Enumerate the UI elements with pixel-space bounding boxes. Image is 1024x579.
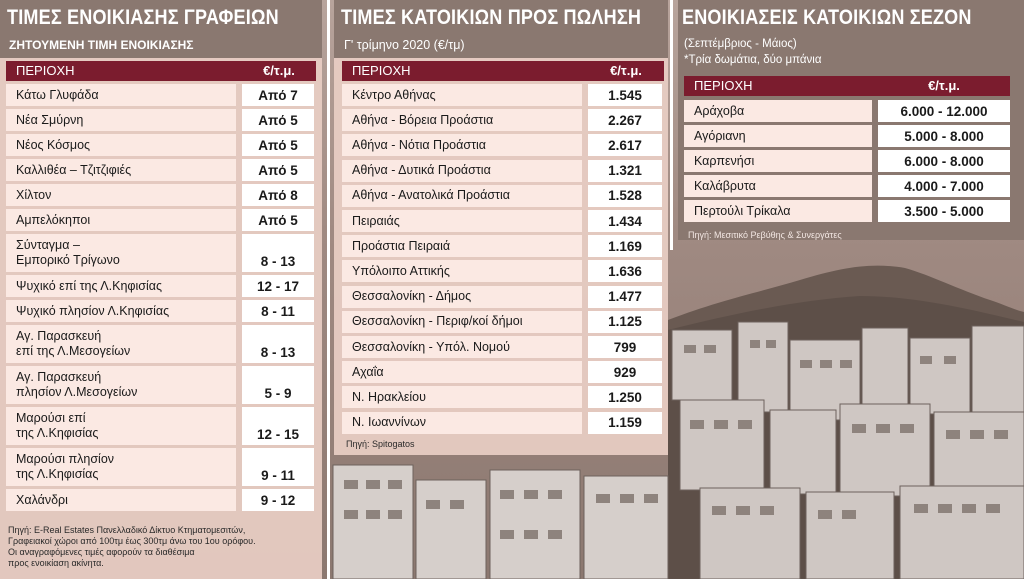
seasonal-row <box>684 100 1010 122</box>
sales-value-cell: 2.267 <box>588 109 662 131</box>
seasonal-value-cell: 6.000 - 12.000 <box>878 100 1010 122</box>
office-area-cell: Αγ. Παρασκευή πλησίον Λ.Μεσογείων <box>6 366 236 404</box>
sales-value-cell: 929 <box>588 361 662 383</box>
seasonal-area-cell: Καρπενήσι <box>684 150 872 172</box>
office-area-cell: Ψυχικό πλησίον Λ.Κηφισίας <box>6 300 236 322</box>
sales-row <box>342 311 662 333</box>
office-row <box>6 275 314 297</box>
seasonal-rent-panel <box>678 0 1024 240</box>
sales-area-cell: Προάστια Πειραιά <box>342 235 582 257</box>
sales-row <box>342 260 662 282</box>
sales-row <box>342 210 662 232</box>
office-area-cell: Νέος Κόσμος <box>6 134 236 156</box>
office-area-cell: Χίλτον <box>6 184 236 206</box>
home-sale-panel <box>334 0 668 455</box>
office-row <box>6 448 314 486</box>
sales-value-cell: 1.125 <box>588 311 662 333</box>
sales-row <box>342 160 662 182</box>
office-area-cell: Σύνταγμα – Εμπορικό Τρίγωνο <box>6 234 236 272</box>
seasonal-col-area: ΠΕΡΙΟΧΗ <box>694 78 753 93</box>
sales-col-area: ΠΕΡΙΟΧΗ <box>352 63 411 78</box>
office-row <box>6 184 314 206</box>
sales-row <box>342 336 662 358</box>
office-value-cell: Από 5 <box>242 134 314 156</box>
sales-source-note: Πηγή: Spitogatos <box>346 439 415 449</box>
office-row <box>6 407 314 445</box>
office-value-cell: Από 5 <box>242 209 314 231</box>
office-row <box>6 209 314 231</box>
sales-value-cell: 1.169 <box>588 235 662 257</box>
office-value-cell: 8 - 13 <box>242 325 314 363</box>
sales-row <box>342 134 662 156</box>
office-row <box>6 366 314 404</box>
sales-area-cell: Αθήνα - Νότια Προάστια <box>342 134 582 156</box>
sales-row <box>342 386 662 408</box>
sales-area-cell: Αθήνα - Δυτικά Προάστια <box>342 160 582 182</box>
sales-area-cell: Θεσσαλονίκη - Υπόλ. Νομού <box>342 336 582 358</box>
sales-row <box>342 235 662 257</box>
office-value-cell: 8 - 13 <box>242 234 314 272</box>
seasonal-area-cell: Περτούλι Τρίκαλα <box>684 200 872 222</box>
seasonal-title: ΕΝΟΙΚΙΑΣΕΙΣ ΚΑΤΟΙΚΙΩΝ ΣΕΖΟΝ <box>682 6 972 29</box>
office-value-cell: Από 7 <box>242 84 314 106</box>
sales-area-cell: Αχαΐα <box>342 361 582 383</box>
office-table-header <box>6 61 316 81</box>
sales-area-cell: Αθήνα - Βόρεια Προάστια <box>342 109 582 131</box>
seasonal-area-cell: Αράχοβα <box>684 100 872 122</box>
divider-right <box>670 0 673 250</box>
sales-area-cell: Πειραιάς <box>342 210 582 232</box>
office-row <box>6 234 314 272</box>
seasonal-col-value: €/τ.μ. <box>928 78 960 93</box>
office-area-cell: Καλλιθέα – Τζιτζιφιές <box>6 159 236 181</box>
office-value-cell: Από 5 <box>242 159 314 181</box>
sales-area-cell: Υπόλοιπο Αττικής <box>342 260 582 282</box>
office-title: ΤΙΜΕΣ ΕΝΟΙΚΙΑΣΗΣ ΓΡΑΦΕΙΩΝ <box>7 6 279 29</box>
seasonal-value-cell: 6.000 - 8.000 <box>878 150 1010 172</box>
sales-area-cell: Αθήνα - Ανατολικά Προάστια <box>342 185 582 207</box>
office-col-area: ΠΕΡΙΟΧΗ <box>16 63 75 78</box>
seasonal-subtitle-months: (Σεπτέμβριος - Μάιος) <box>684 38 797 50</box>
seasonal-value-cell: 3.500 - 5.000 <box>878 200 1010 222</box>
seasonal-value-cell: 4.000 - 7.000 <box>878 175 1010 197</box>
sales-value-cell: 1.159 <box>588 412 662 434</box>
sales-title: ΤΙΜΕΣ ΚΑΤΟΙΚΙΩΝ ΠΡΟΣ ΠΩΛΗΣΗ <box>341 6 642 29</box>
sales-row <box>342 84 662 106</box>
office-area-cell: Μαρούσι επί της Λ.Κηφισίας <box>6 407 236 445</box>
sales-area-cell: Θεσσαλονίκη - Δήμος <box>342 286 582 308</box>
office-area-cell: Αμπελόκηποι <box>6 209 236 231</box>
office-row <box>6 159 314 181</box>
sales-row <box>342 361 662 383</box>
seasonal-source-note: Πηγή: Μεσιτικό Ρεβύθης & Συνεργάτες <box>688 230 842 240</box>
sales-value-cell: 1.528 <box>588 185 662 207</box>
sales-row <box>342 109 662 131</box>
sales-row <box>342 412 662 434</box>
sales-value-cell: 799 <box>588 336 662 358</box>
sales-area-cell: Ν. Ιωαννίνων <box>342 412 582 434</box>
office-area-cell: Κάτω Γλυφάδα <box>6 84 236 106</box>
sales-value-cell: 2.617 <box>588 134 662 156</box>
sales-table-header <box>342 61 664 81</box>
sales-value-cell: 1.545 <box>588 84 662 106</box>
sales-row <box>342 286 662 308</box>
sales-row <box>342 185 662 207</box>
seasonal-area-cell: Καλάβρυτα <box>684 175 872 197</box>
office-value-cell: 8 - 11 <box>242 300 314 322</box>
office-value-cell: 5 - 9 <box>242 366 314 404</box>
divider-left <box>327 0 330 579</box>
office-row <box>6 300 314 322</box>
office-subtitle: ΖΗΤΟΥΜΕΝΗ ΤΙΜΗ ΕΝΟΙΚΙΑΣΗΣ <box>9 38 194 52</box>
sales-area-cell: Κέντρο Αθήνας <box>342 84 582 106</box>
office-source-note: Πηγή: E-Real Estates Πανελλαδικό Δίκτυο Κτηματομεσιτών, Γραφειακοί χώροι από 100τμ έως 300τμ άνω του 1ου ορόφου. Οι αναγραφόμενες τιμές αφορούν τα διαθέσιμα προς ενοικίαση ακίνητα. <box>8 525 256 568</box>
office-rent-panel <box>0 0 322 579</box>
sales-value-cell: 1.636 <box>588 260 662 282</box>
office-row <box>6 325 314 363</box>
office-row <box>6 134 314 156</box>
office-value-cell: Από 8 <box>242 184 314 206</box>
office-value-cell: 9 - 11 <box>242 448 314 486</box>
seasonal-table-header <box>684 76 1010 96</box>
sales-value-cell: 1.477 <box>588 286 662 308</box>
sales-col-value: €/τ.μ. <box>610 63 642 78</box>
seasonal-row <box>684 200 1010 222</box>
seasonal-row <box>684 125 1010 147</box>
office-area-cell: Ψυχικό επί της Λ.Κηφισίας <box>6 275 236 297</box>
sales-area-cell: Θεσσαλονίκη - Περιφ/κοί δήμοι <box>342 311 582 333</box>
office-row <box>6 84 314 106</box>
office-area-cell: Αγ. Παρασκευή επί της Λ.Μεσογείων <box>6 325 236 363</box>
office-value-cell: 12 - 15 <box>242 407 314 445</box>
office-row <box>6 489 314 511</box>
office-col-value: €/τ.μ. <box>263 63 295 78</box>
seasonal-area-cell: Αγόριανη <box>684 125 872 147</box>
sales-value-cell: 1.434 <box>588 210 662 232</box>
sales-subtitle: Γ' τρίμηνο 2020 (€/τμ) <box>344 38 465 52</box>
office-area-cell: Νέα Σμύρνη <box>6 109 236 131</box>
seasonal-row <box>684 175 1010 197</box>
office-area-cell: Μαρούσι πλησίον της Λ.Κηφισίας <box>6 448 236 486</box>
office-row <box>6 109 314 131</box>
office-value-cell: 9 - 12 <box>242 489 314 511</box>
office-value-cell: Από 5 <box>242 109 314 131</box>
seasonal-subtitle-rooms: *Τρία δωμάτια, δύο μπάνια <box>684 54 822 66</box>
seasonal-value-cell: 5.000 - 8.000 <box>878 125 1010 147</box>
seasonal-row <box>684 150 1010 172</box>
sales-value-cell: 1.321 <box>588 160 662 182</box>
sales-value-cell: 1.250 <box>588 386 662 408</box>
office-value-cell: 12 - 17 <box>242 275 314 297</box>
sales-area-cell: Ν. Ηρακλείου <box>342 386 582 408</box>
office-area-cell: Χαλάνδρι <box>6 489 236 511</box>
